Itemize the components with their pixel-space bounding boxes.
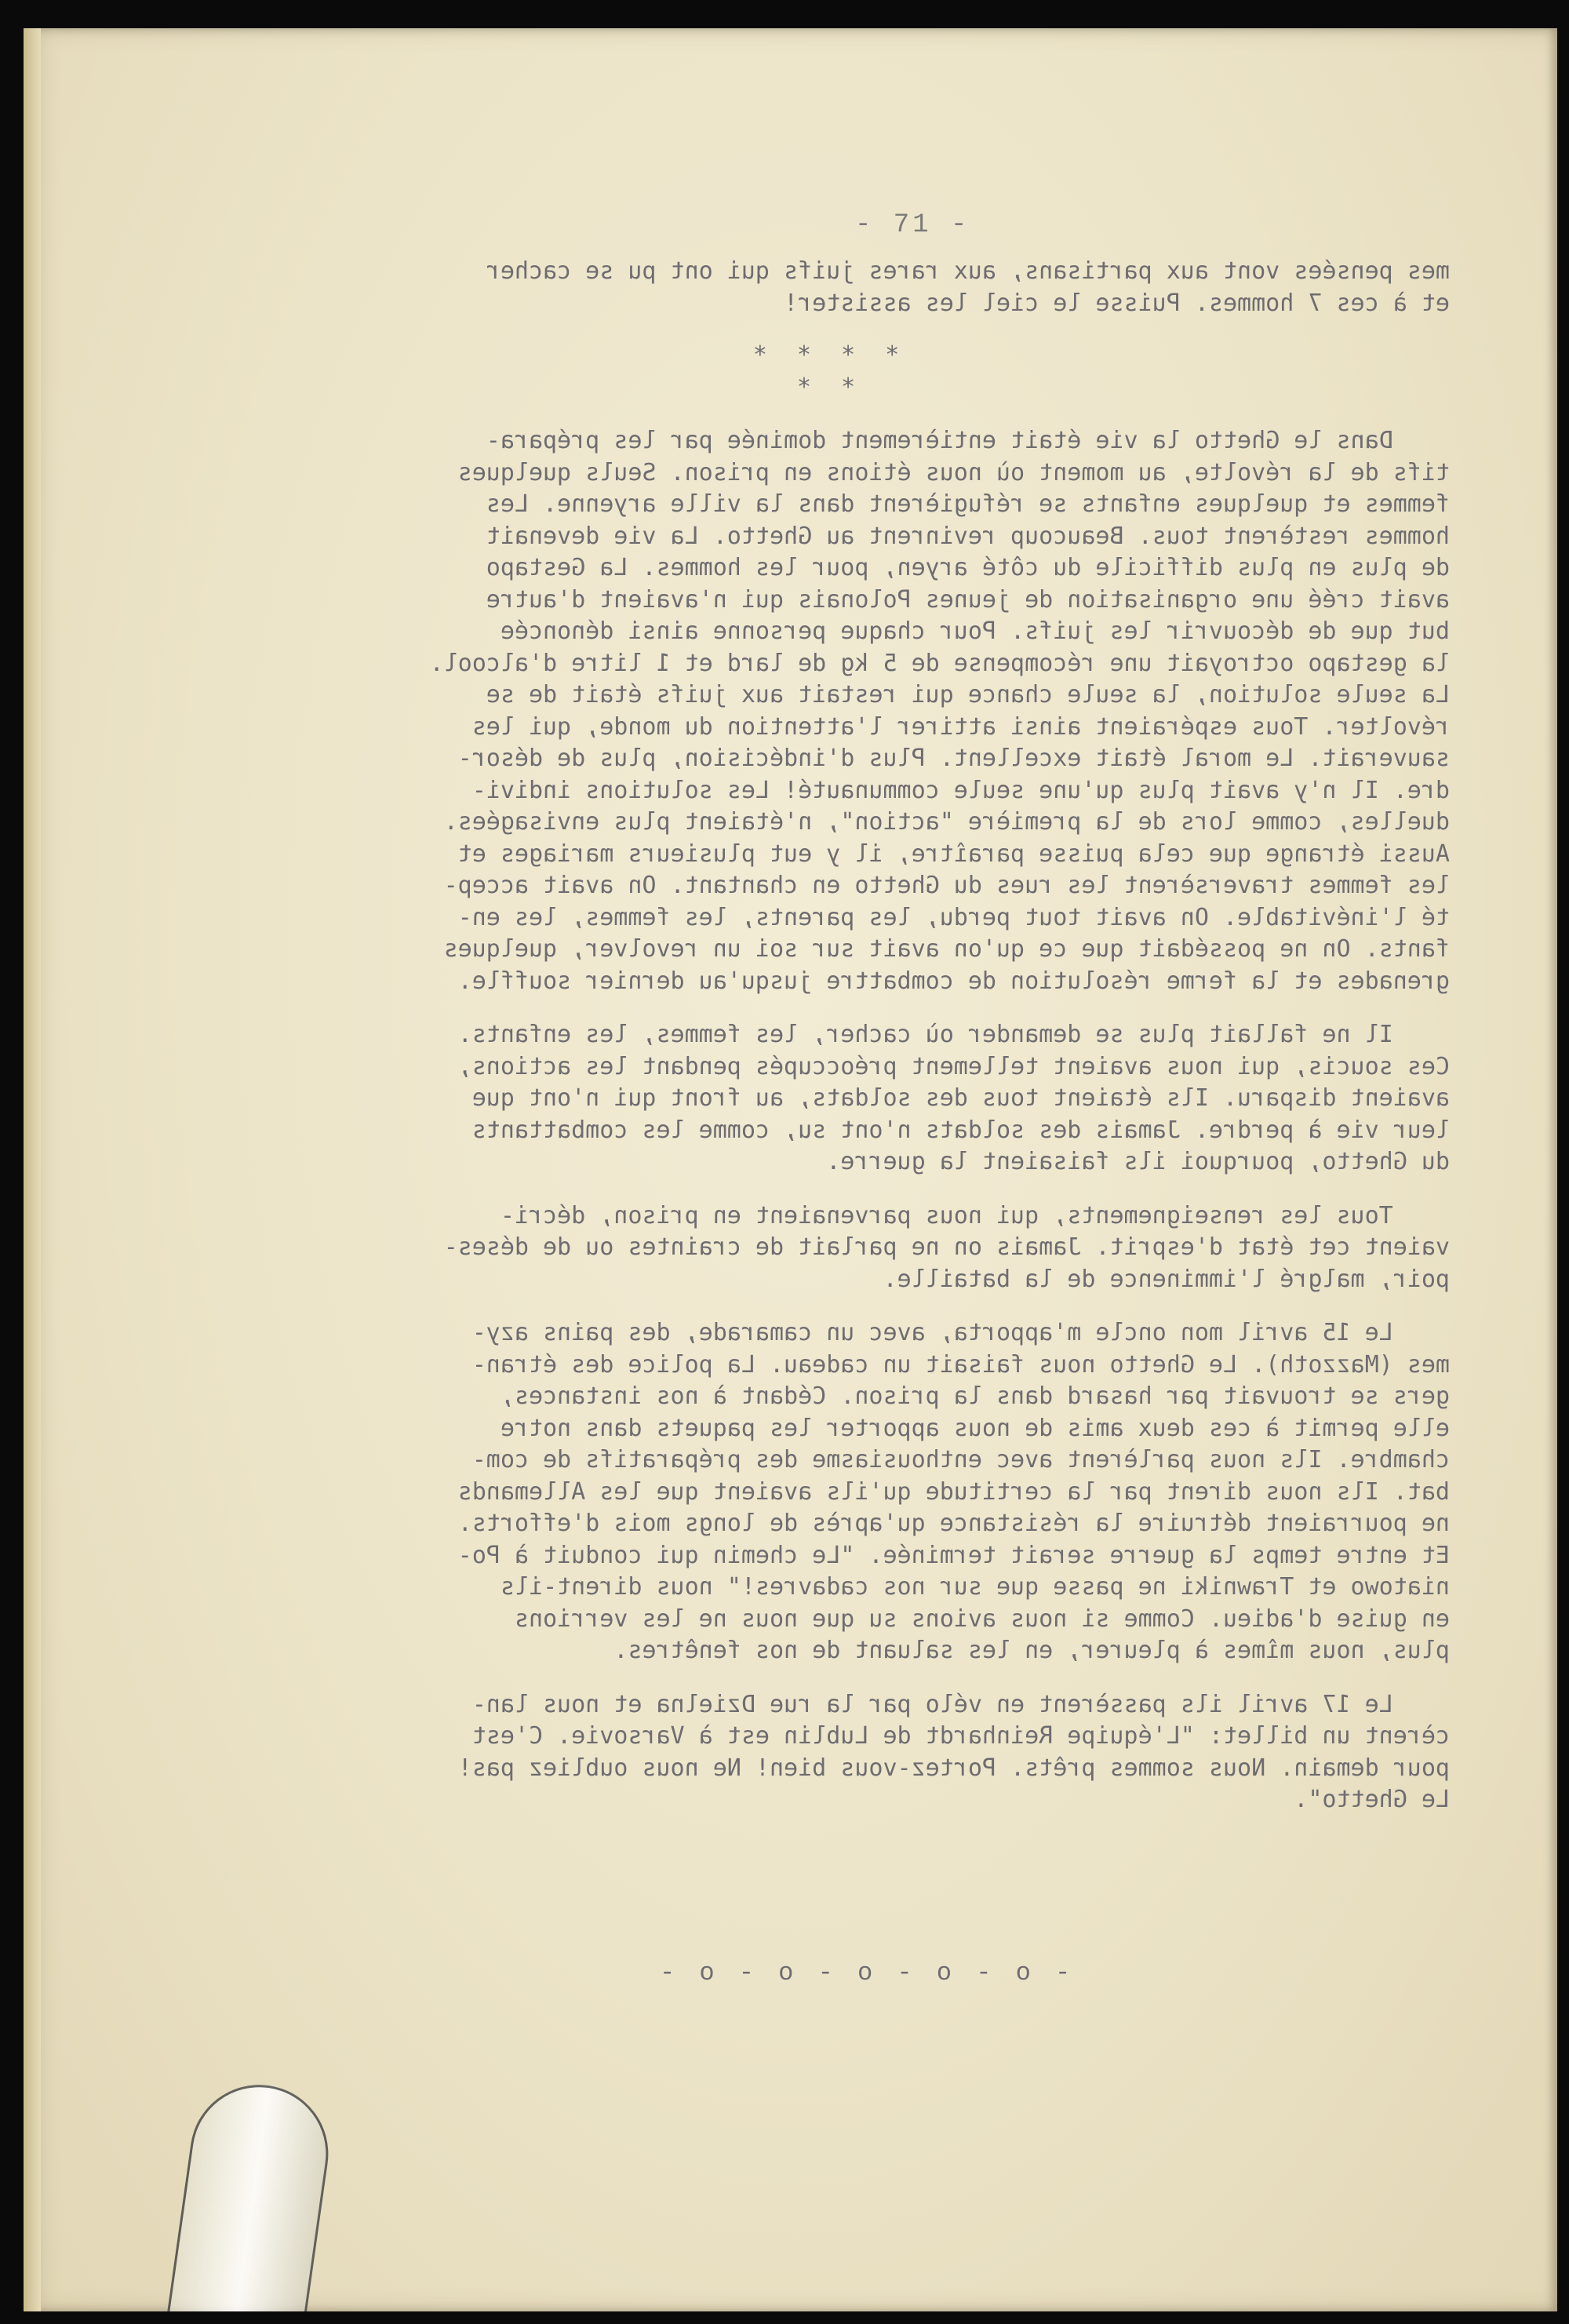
text-line: * * (788, 373, 856, 401)
text-line: Il ne fallait plus se demander où cacher, les femmes, les enfants. (457, 1021, 1450, 1048)
text-line: grenades et la ferme résolution de combattre jusqu'au dernier souffle. (457, 967, 1450, 995)
text-line: les femmes traversèrent les rues du Ghetto en chantant. On avait accep- (443, 872, 1450, 899)
paragraph (195, 425, 1450, 997)
text-line: fants. On ne possédait que ce qu'on avait sur soi un revolver, quelques (443, 935, 1450, 963)
text-line: dre. Il n'y avait plus qu'une seule communauté! Les solutions indivi- (471, 776, 1450, 804)
text-line: * * * * (744, 341, 900, 369)
text-line: en guise d'adieu. Comme si nous avions su que nous ne les verrions (514, 1605, 1450, 1633)
text-line: poir, malgré l'imminence de la bataille. (883, 1265, 1450, 1293)
text-line: té l'inévitable. On avait tout perdu, les parents, les femmes, les en- (457, 903, 1450, 931)
paragraph (195, 1019, 1450, 1178)
text-line: vaient cet état d'esprit. Jamais on ne parlait de craintes ou de déses- (443, 1233, 1450, 1261)
page-corner-fold (154, 2076, 337, 2311)
document-page (24, 28, 1557, 2311)
text-line: révolter. Tous espéraient ainsi attirer l'attention du monde, qui les (471, 712, 1450, 741)
text-line: cèrent un billet: "L'équipe Reinhardt de Lublin est à Varsovie. C'est (471, 1722, 1450, 1750)
text-line: hommes restèrent tous. Beaucoup revinrent au Ghetto. La vie devenait (486, 522, 1450, 550)
paragraph (195, 1317, 1450, 1667)
text-line: Et entre temps la guerre serait terminée. "Le chemin qui conduit à Po- (457, 1541, 1450, 1569)
paragraph (195, 340, 1450, 403)
text-line: et à ces 7 hommes. Puisse le ciel les assister! (784, 289, 1450, 317)
text-line: de plus en plus difficile du côté aryen, pour les hommes. La Gestapo (486, 554, 1450, 581)
page-number: - 71 - (855, 210, 970, 240)
text-line: Le 15 avril mon oncle m'apporta, avec un camarade, des pains azy- (471, 1319, 1450, 1346)
page-binding (24, 28, 41, 2311)
bleed-through-text (195, 256, 1450, 1816)
text-line: tifs de la révolte, au moment où nous étions en prison. Seuls quelques (457, 458, 1450, 486)
text-line: gers se trouvait par hasard dans la prison. Cédant à nos instances, (500, 1382, 1450, 1410)
text-line: plus, nous mîmes à pleurer, en les saluant de nos fenêtres. (613, 1637, 1450, 1664)
text-line: avaient disparu. Ils étaient tous des soldats, au front qui n'ont que (471, 1084, 1450, 1112)
text-line: Dans le Ghetto la vie était entièrement dominée par les prépara- (486, 427, 1450, 454)
end-mark: - o - o - o - o - o - (655, 1958, 1071, 1987)
text-line: chambre. Ils nous parlèrent avec enthousiasme des préparatifs de com- (471, 1446, 1450, 1473)
text-line: Le Ghetto". (1294, 1786, 1450, 1813)
text-line: ne pourraient détruire la résistance qu'après de longs mois d'efforts. (457, 1510, 1450, 1537)
text-line: mes pensées vont aux partisans, aux rares juifs qui ont pu se cacher (486, 257, 1450, 285)
text-line: mes (Mazzoth). Le Ghetto nous faisait un cadeau. La police des étran- (471, 1350, 1450, 1379)
text-line: Ces soucis, qui nous avaient tellement préoccupés pendant les actions, (457, 1052, 1450, 1080)
paragraph (195, 1200, 1450, 1296)
text-line: femmes et quelques enfants se réfugièrent dans la ville aryenne. Les (486, 490, 1450, 518)
text-line: la gestapo octroyait une récompense de 5 kg de lard et 1 litre d'alcool. (429, 649, 1450, 677)
text-line: but que de découvrir les juifs. Pour chaque personne ainsi dénoncée (500, 617, 1450, 645)
paragraph (195, 1689, 1450, 1816)
text-line: La seule solution, la seule chance qui restait aux juifs était de se (486, 681, 1450, 708)
text-line: Le 17 avril ils passèrent en vélo par la rue Dzielna et nous lan- (471, 1690, 1450, 1718)
text-line: pour demain. Nous sommes prêts. Portez-vous bien! Ne nous oubliez pas! (457, 1754, 1450, 1782)
text-line: du Ghetto, pourquoi ils faisaient la guerre. (826, 1148, 1450, 1175)
text-line: bat. Ils nous dirent par la certitude qu'ils avaient que les Allemands (457, 1477, 1450, 1506)
text-line: Aussi étrange que cela puisse paraître, il y eut plusieurs mariages et (457, 840, 1450, 868)
text-line: duelles, comme lors de la première "action", n'étaient plus envisagées. (443, 808, 1450, 836)
text-line: Tous les renseignements, qui nous parvenaient en prison, décri- (500, 1201, 1450, 1229)
text-line: sauverait. Le moral était excellent. Plus d'indécision, plus de désor- (457, 745, 1450, 772)
text-line: elle permit à ces deux amis de nous apporter les paquets dans notre (500, 1414, 1450, 1442)
paragraph (195, 256, 1450, 319)
text-line: niatowo et Trawniki ne passe que sur nos cadavres!" nous dirent-ils (500, 1573, 1450, 1601)
text-line: leur vie à perdre. Jamais des soldats n'ont su, comme les combattants (471, 1116, 1450, 1144)
text-line: avait créé une organisation de jeunes Polonais qui n'avaient d'autre (486, 585, 1450, 614)
